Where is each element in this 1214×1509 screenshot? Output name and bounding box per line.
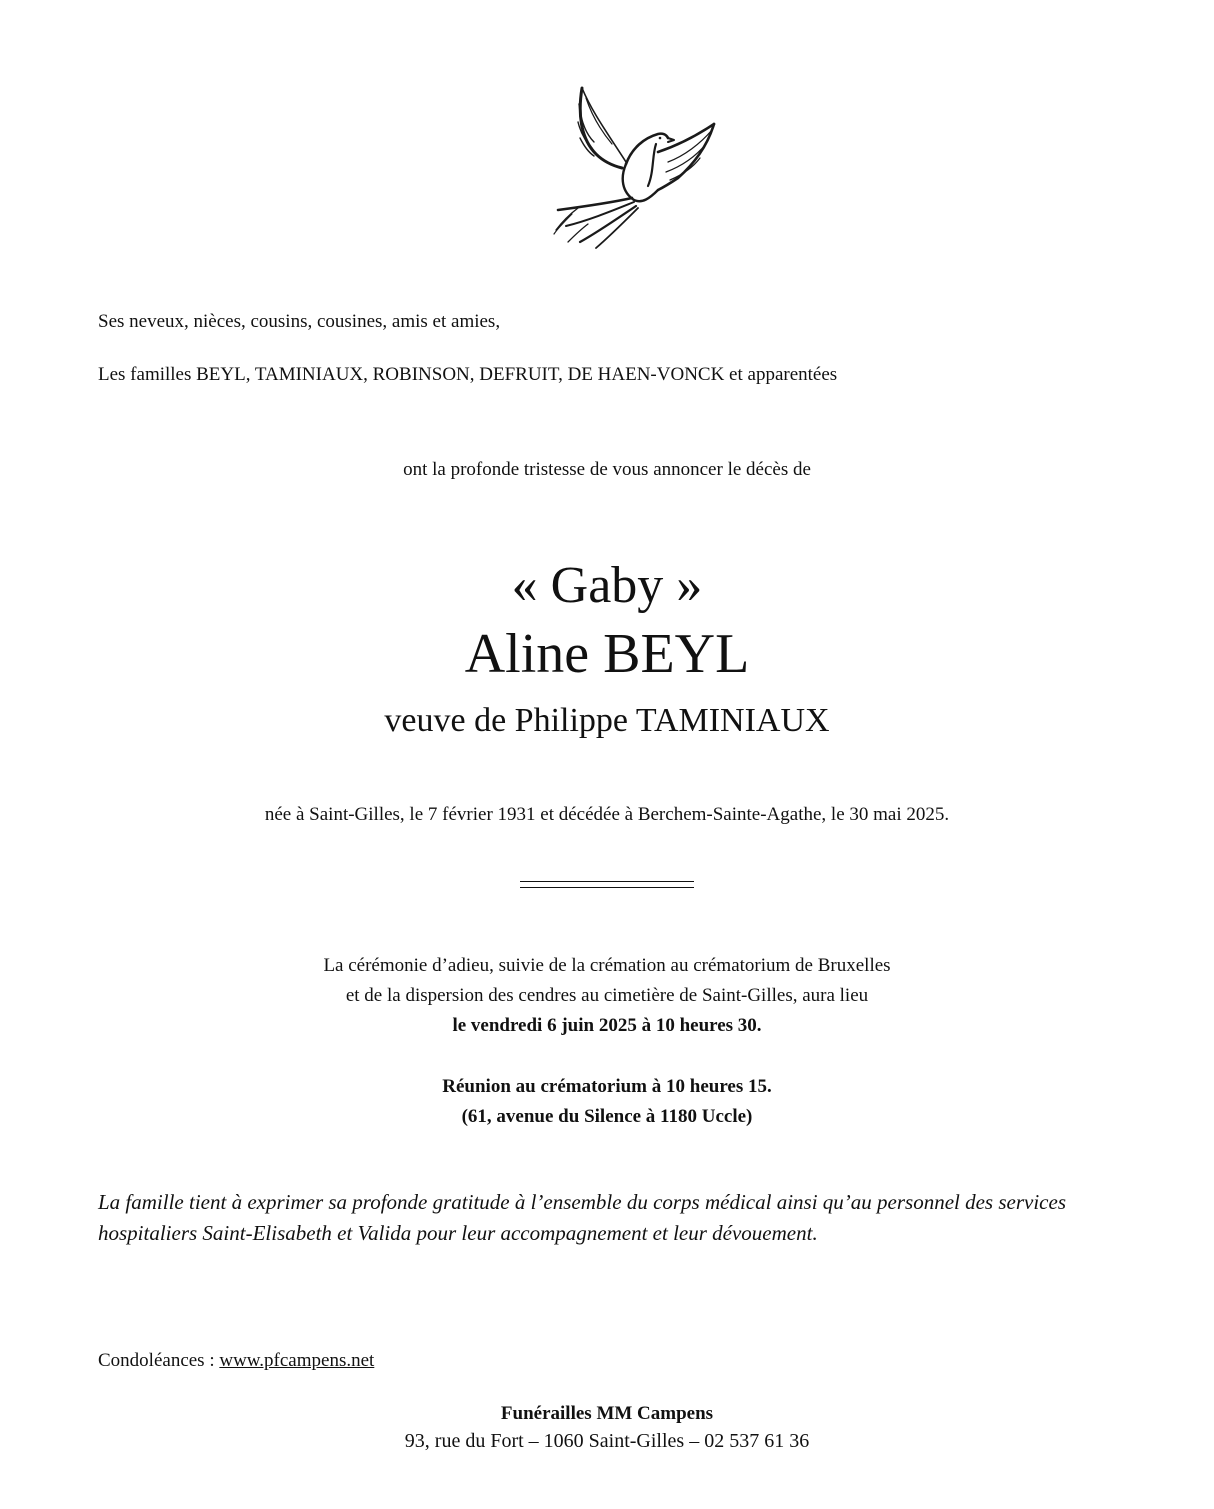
condolences-label: Condoléances : bbox=[98, 1350, 220, 1371]
ceremony-date: le vendredi 6 juin 2025 à 10 heures 30. bbox=[452, 1015, 762, 1036]
meeting-time: Réunion au crématorium à 10 heures 15. bbox=[442, 1076, 772, 1097]
birth-death-dates: née à Saint-Gilles, le 7 février 1931 et décédée à Berchem-Sainte-Agathe, le 30 mai 2025. bbox=[264, 804, 950, 825]
family-line-families: Les familles BEYL, TAMINIAUX, ROBINSON, DEFRUIT, DE HAEN-VONCK et apparentées bbox=[98, 364, 838, 385]
gratitude-paragraph: La famille tient à exprimer sa profonde gratitude à l’ensemble du corps médical ainsi qu’au personnel des services hospitaliers Saint-Elisabeth et Valida pour leur accompagnement et leur dévouement. bbox=[98, 1190, 1066, 1245]
funeral-home-address: 93, rue du Fort – 1060 Saint-Gilles – 02 537 61 36 bbox=[404, 1430, 810, 1452]
widow-of-line: veuve de Philippe TAMINIAUX bbox=[384, 702, 830, 739]
deceased-nickname: « Gaby » bbox=[511, 557, 703, 614]
family-line-relatives: Ses neveux, nièces, cousins, cousines, amis et amies, bbox=[98, 311, 501, 332]
funeral-home-name: Funérailles MM Campens bbox=[500, 1403, 714, 1424]
dove-icon bbox=[548, 82, 720, 254]
crematorium-address: (61, avenue du Silence à 1180 Uccle) bbox=[461, 1106, 753, 1127]
separator-line bbox=[520, 881, 694, 888]
ceremony-line-2: et de la dispersion des cendres au cimetière de Saint-Gilles, aura lieu bbox=[345, 985, 869, 1006]
ceremony-line-1: La cérémonie d’adieu, suivie de la crémation au crématorium de Bruxelles bbox=[323, 955, 891, 976]
condolences-line bbox=[98, 1349, 374, 1373]
announcement-line: ont la profonde tristesse de vous annoncer le décès de bbox=[403, 459, 811, 480]
condolences-link[interactable]: www.pfcampens.net bbox=[219, 1350, 375, 1371]
deceased-name: Aline BEYL bbox=[464, 623, 750, 685]
